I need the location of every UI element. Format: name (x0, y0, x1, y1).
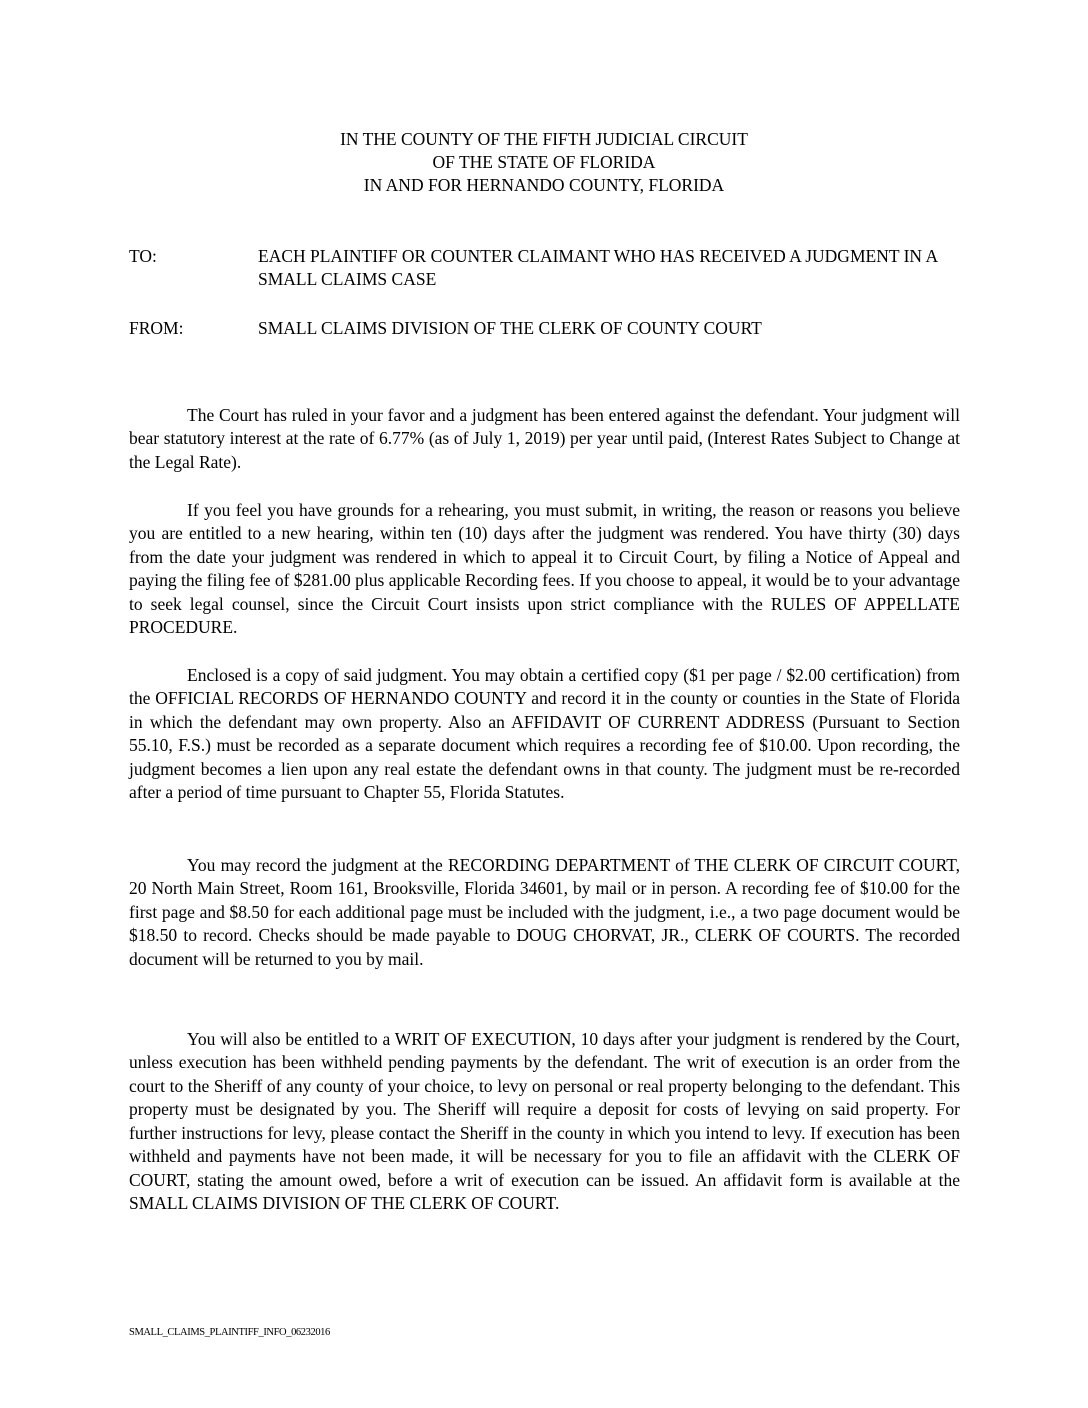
court-header-line: IN AND FOR HERNANDO COUNTY, FLORIDA (363, 175, 725, 195)
court-header-line: IN THE COUNTY OF THE FIFTH JUDICIAL CIRCUIT (340, 129, 748, 149)
form-id-footer: SMALL_CLAIMS_PLAINTIFF_INFO_06232016 (129, 1327, 330, 1338)
paragraph-rehearing-appeal: If you feel you have grounds for a rehearing, you must submit, in writing, the reason or reasons you believe you are entitled to a new hearing, within ten (10) days after the judgment was rendered. You have thirty (30) days from the date your judgment was rendered in which to appeal it to Circuit Court, by filing a Notice of Appeal and paying the filing fee of $281.00 plus applicable Recording fees. If you choose to appeal, it would be to your advantage to seek legal counsel, since the Circuit Court insists upon strict compliance with the RULES OF APPELLATE PROCEDURE. (129, 499, 960, 637)
memo-from-value: SMALL CLAIMS DIVISION OF THE CLERK OF COUNTY COURT (258, 318, 762, 338)
paragraph-writ-of-execution: You will also be entitled to a WRIT OF EXECUTION, 10 days after your judgment is rendered by the Court, unless execution has been withheld pending payments by the defendant. The writ of execution is an order from the court to the Sheriff of any county of your choice, to levy on personal or real property belonging to the defendant. This property must be designated by you. The Sheriff will require a deposit for costs of levying on said property. For further instructions for levy, please contact the Sheriff in the county in which you intend to levy. If execution has been withheld and payments have not been made, it will be necessary for you to file an affidavit with the CLERK OF COURT, stating the amount owed, before a writ of execution can be issued. An affidavit form is available at the SMALL CLAIMS DIVISION OF THE CLERK OF COURT. (129, 1028, 960, 1213)
court-header-line: OF THE STATE OF FLORIDA (432, 152, 656, 172)
memo-from-label: FROM: (129, 318, 184, 338)
memo-to-label: TO: (129, 246, 157, 266)
paragraph-certified-copy: Enclosed is a copy of said judgment. You may obtain a certified copy ($1 per page / $2.00 certification) from the OFFICIAL RECORDS OF HERNANDO COUNTY and record it in the county or counties in the State of Florida in which the defendant may own property. Also an AFFIDAVIT OF CURRENT ADDRESS (Pursuant to Section 55.10, F.S.) must be recorded as a separate document which requires a recording fee of $10.00. Upon recording, the judgment becomes a lien upon any real estate the defendant owns in that county. The judgment must be re-recorded after a period of time pursuant to Chapter 55, Florida Statutes. (129, 664, 960, 802)
paragraph-judgment-interest: The Court has ruled in your favor and a judgment has been entered against the defendant. Your judgment will bear statutory interest at the rate of 6.77% (as of July 1, 2019) per year until paid, (Interest Rates Subject to Change at the Legal Rate). (129, 404, 960, 472)
memo-to-value: EACH PLAINTIFF OR COUNTER CLAIMANT WHO HAS RECEIVED A JUDGMENT IN A SMALL CLAIMS CASE (258, 246, 938, 289)
paragraph-recording-department: You may record the judgment at the RECORDING DEPARTMENT of THE CLERK OF CIRCUIT COURT, 20 North Main Street, Room 161, Brooksville, Florida 34601, by mail or in person. A recording fee of $10.00 for the first page and $8.50 for each additional page must be included with the judgment, i.e., a two page document would be $18.50 to record. Checks should be made payable to DOUG CHORVAT, JR., CLERK OF COURTS. The recorded document will be returned to you by mail. (129, 854, 960, 969)
court-header (0, 128, 1088, 197)
